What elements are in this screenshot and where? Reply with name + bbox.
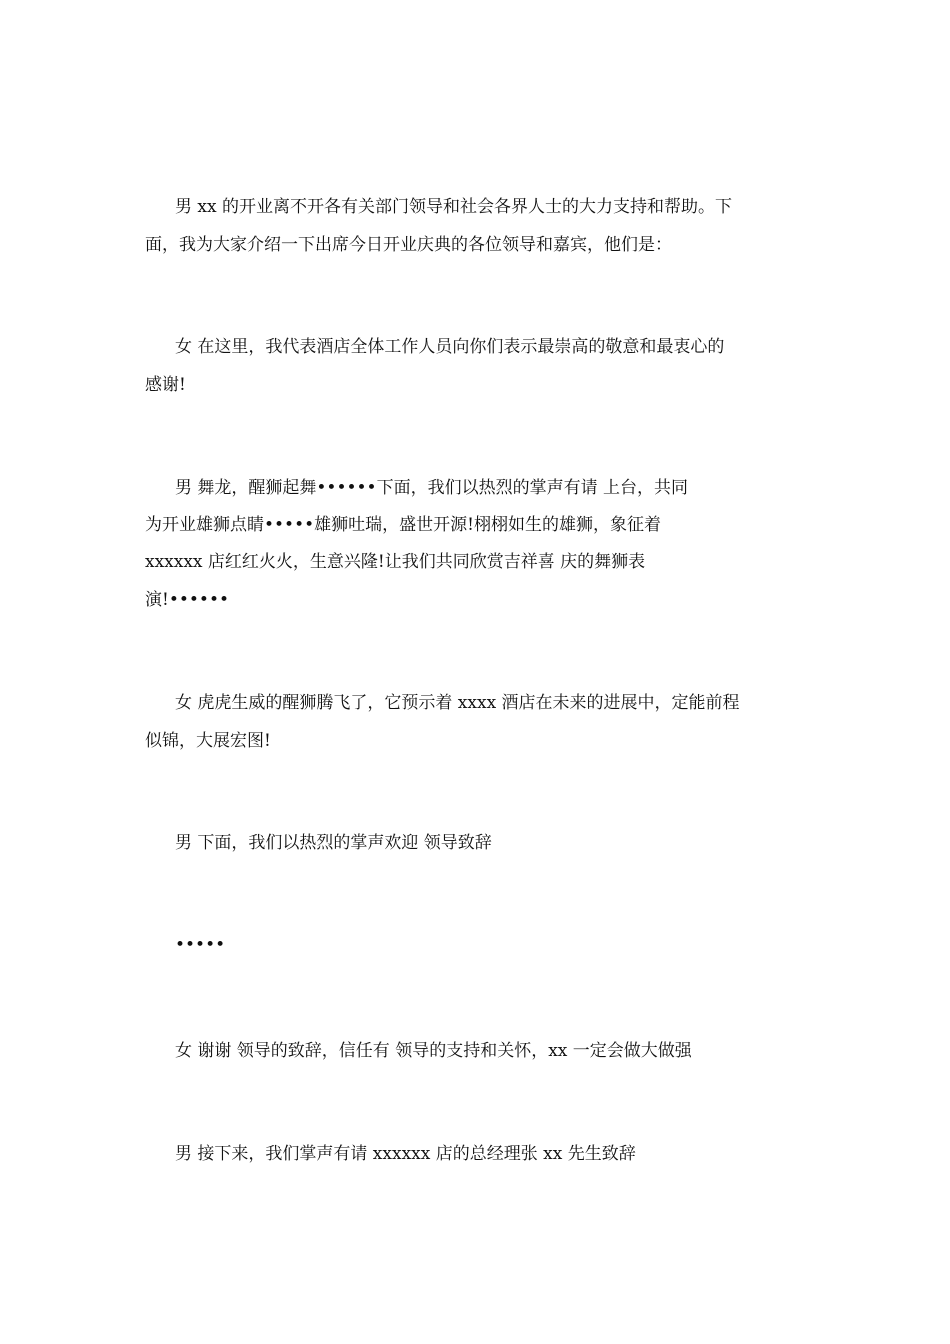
paragraph-5-line-1: 男 下面，我们以热烈的掌声欢迎 领导致辞 [175, 833, 492, 853]
paragraph-3-line-4: 演!•••••• [145, 590, 229, 610]
paragraph-3-line-1: 男 舞龙，醒狮起舞••••••下面，我们以热烈的掌声有请 上台，共同 [175, 478, 688, 498]
paragraph-1-line-1: 男 xx 的开业离不开各有关部门领导和社会各界人士的大力支持和帮助。下 [175, 197, 732, 217]
paragraph-2-line-2: 感谢! [145, 375, 186, 395]
paragraph-6-line-1: ••••• [175, 935, 226, 955]
paragraph-8-line-1: 男 接下来，我们掌声有请 xxxxxx 店的总经理张 xx 先生致辞 [175, 1144, 636, 1164]
paragraph-3-line-2: 为开业雄狮点睛•••••雄狮吐瑞，盛世开源!栩栩如生的雄狮，象征着 [145, 515, 661, 535]
paragraph-3-line-3: xxxxxx 店红红火火，生意兴隆!让我们共同欣赏吉祥喜 庆的舞狮表 [145, 552, 646, 572]
paragraph-4-line-2: 似锦，大展宏图! [145, 731, 271, 751]
paragraph-7-line-1: 女 谢谢 领导的致辞，信任有 领导的支持和关怀，xx 一定会做大做强 [175, 1041, 692, 1061]
paragraph-1-line-2: 面，我为大家介绍一下出席今日开业庆典的各位领导和嘉宾，他们是： [145, 235, 672, 255]
paragraph-4-line-1: 女 虎虎生威的醒狮腾飞了，它预示着 xxxx 酒店在未来的进展中，定能前程 [175, 693, 740, 713]
paragraph-2-line-1: 女 在这里，我代表酒店全体工作人员向你们表示最崇高的敬意和最衷心的 [175, 337, 725, 357]
